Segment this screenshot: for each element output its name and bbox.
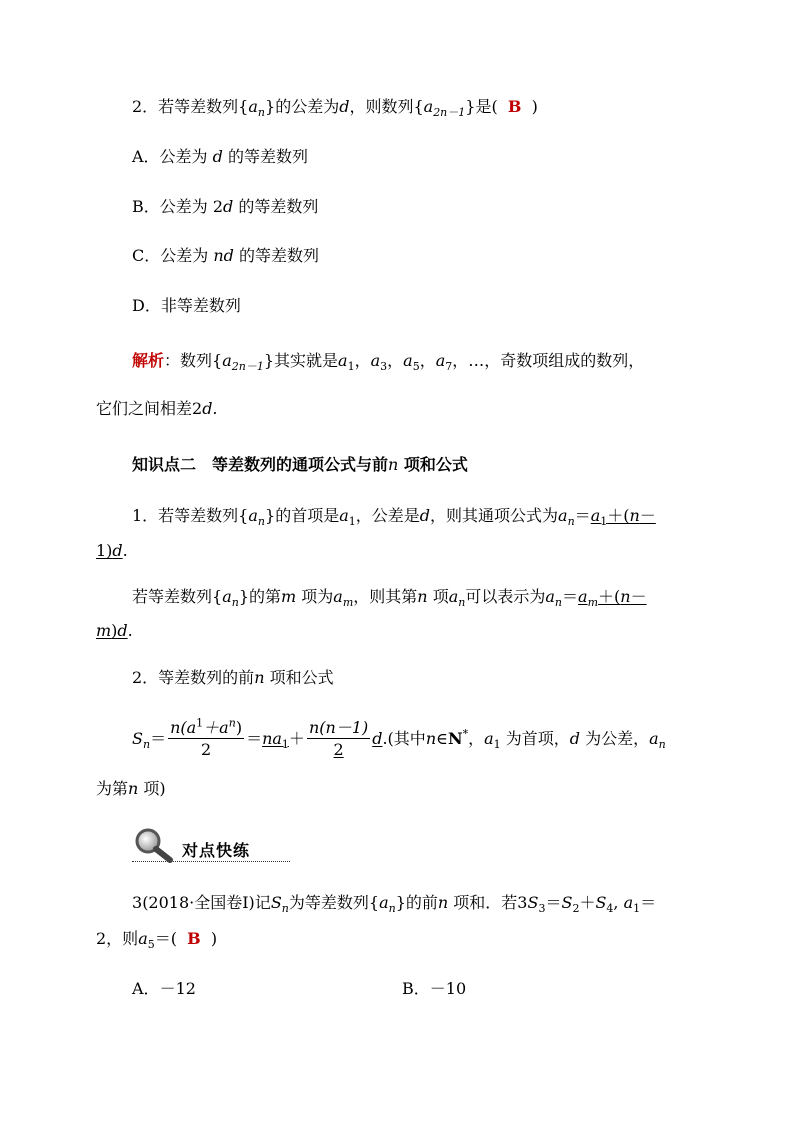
- analysis-line-2: 它们之间相差2d.: [96, 399, 218, 418]
- mth-term-formula-cont: m)d.: [96, 621, 133, 640]
- q3-option-b: B．－10: [402, 979, 467, 998]
- sum-formula-title: 2．等差数列的前n 项和公式: [132, 668, 334, 687]
- question-3-answer: B: [187, 929, 201, 948]
- general-term-formula-cont: 1)d.: [96, 541, 128, 560]
- general-term-formula: 1．若等差数列$\{a_n\}$的首项是$a_1$，公差是d，则其通项公式为$a_n=a_1+(n-$: [132, 506, 656, 529]
- sum-fraction-1: $\frac{n(a^1+a^n)}{2}$: [170, 716, 243, 759]
- option-d: D．非等差数列: [132, 296, 241, 315]
- banner-rule: [132, 861, 290, 862]
- section-heading: 知识点二 等差数列的通项公式与前n 项和公式: [132, 455, 468, 474]
- magnifier-icon: [132, 826, 176, 864]
- sum-formula: $S_n=$ $\frac{n(a^1+a^n)}{2}$ $=na_1+$ $\frac{n(n-1)}{2}$ d.(其中n∈N*，$a_1$ 为首项，d 为公差，$a_n$: [132, 716, 666, 759]
- option-c: C．公差为 nd 的等差数列: [132, 246, 319, 265]
- option-b: B．公差为 2d 的等差数列: [132, 197, 319, 216]
- q3-option-a: A．－12: [132, 979, 196, 998]
- mth-term-formula: 若等差数列$\{a_n\}$的第m 项为$a_m$，则其第n 项$a_n$可以表示为$a_n=a_m+(n-$: [132, 587, 647, 610]
- question-2-answer: B: [507, 97, 522, 116]
- analysis-label: 解析: [132, 351, 165, 370]
- analysis-line-1: 解析：数列$\{a_{2n-1}\}$其实就是$a_1$，$a_3$，$a_5$，$a_7$，…，奇数项组成的数列，: [132, 351, 645, 374]
- question-2-stem: 2．若等差数列$\{a_n\}$的公差为d，则数列$\{a_{2n-1}\}$是( B ): [132, 97, 538, 120]
- banner-title: 对点快练: [182, 841, 251, 860]
- question-3-stem: 3(2018·全国卷Ⅰ)记$S_n$为等差数列$\{a_n\}$的前n 项和．若$3S_3=S_2+S_4$, $a_1=$: [132, 893, 657, 916]
- practice-banner: [132, 826, 290, 866]
- sum-formula-cont: 为第n 项): [96, 779, 166, 798]
- sum-fraction-2: $\frac{n(n-1)}{2}$: [308, 718, 369, 759]
- question-3-stem-cont: 2，则$a_5=$( B ): [96, 929, 218, 952]
- option-a: A．公差为 d 的等差数列: [132, 147, 309, 166]
